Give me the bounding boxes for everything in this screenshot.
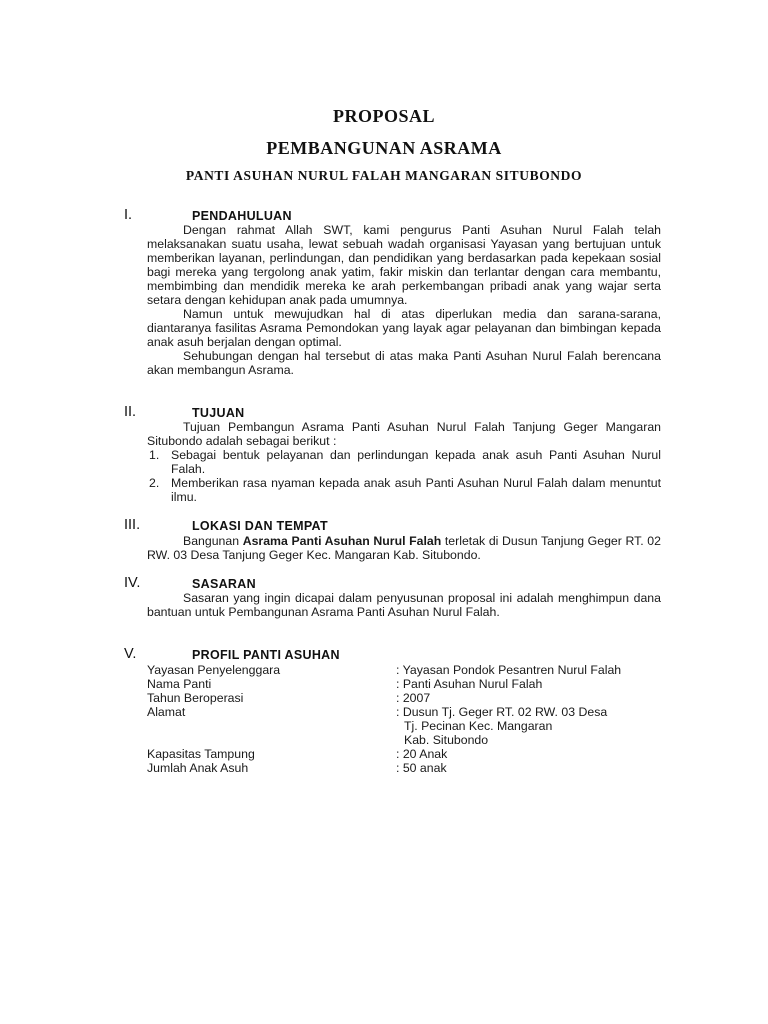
document-title: PROPOSAL	[332, 106, 435, 126]
section-4-numeral: IV.	[124, 575, 141, 591]
address-line-3: Kab. Situbondo	[404, 733, 489, 747]
section-3-body	[147, 534, 661, 562]
table-row	[147, 691, 621, 705]
list-item-number: 1.	[149, 448, 160, 462]
table-row	[147, 747, 621, 761]
table-row	[147, 761, 621, 775]
profile-table	[147, 663, 621, 775]
table-row	[147, 677, 621, 691]
location-text-suffix: terletak di Dusun Tanjung Geger RT. 02 RW. 03 Desa Tanjung Geger Kec. Mangaran Kab. Situbondo.	[147, 534, 661, 562]
section-3-numeral: III.	[124, 517, 141, 533]
profile-label: Kapasitas Tampung	[147, 747, 255, 761]
section-4-body	[147, 591, 661, 619]
location-building-name: Asrama Panti Asuhan Nurul Falah	[242, 534, 442, 548]
profile-value: : 2007	[396, 691, 431, 705]
profile-value: : Yayasan Pondok Pesantren Nurul Falah	[396, 663, 622, 677]
list-item-text: Memberikan rasa nyaman kepada anak asuh Panti Asuhan Nurul Falah dalam menuntut ilmu.	[171, 476, 661, 504]
profile-value: : 50 anak	[396, 761, 447, 775]
section-2-list	[147, 448, 661, 504]
profile-label: Nama Panti	[147, 677, 212, 691]
profile-label: Alamat	[147, 705, 186, 719]
section-3-heading: LOKASI DAN TEMPAT	[192, 519, 328, 533]
list-item	[147, 476, 661, 504]
section-4-paragraph: Sasaran yang ingin dicapai dalam penyusunan proposal ini adalah menghimpun dana bantuan untuk Pembangunan Asrama Panti Asuhan Nurul Falah.	[147, 591, 661, 619]
profile-value: : 20 Anak	[396, 747, 448, 761]
section-4-heading: SASARAN	[192, 577, 256, 591]
section-5-numeral: V.	[124, 646, 137, 662]
document-subtitle: PEMBANGUNAN ASRAMA	[266, 138, 502, 158]
table-row	[147, 705, 621, 747]
address-line-2: Tj. Pecinan Kec. Mangaran	[404, 719, 553, 733]
list-item-number: 2.	[149, 476, 160, 490]
section-5-heading: PROFIL PANTI ASUHAN	[192, 648, 340, 662]
profile-table-wrapper	[147, 663, 621, 775]
profile-address-value	[396, 705, 621, 747]
section-2-heading: TUJUAN	[192, 406, 245, 420]
address-line-1: : Dusun Tj. Geger RT. 02 RW. 03 Desa	[396, 705, 608, 719]
section-2-numeral: II.	[124, 404, 137, 420]
document-organization-title: PANTI ASUHAN NURUL FALAH MANGARAN SITUBONDO	[185, 168, 583, 183]
location-text-prefix: Bangunan	[183, 534, 243, 548]
profile-label: Jumlah Anak Asuh	[147, 761, 249, 775]
section-1-paragraph: Namun untuk mewujudkan hal di atas diperlukan media dan sarana-sarana, diantaranya fasilitas Asrama Pemondokan yang layak agar pelayanan dan bimbingan kepada anak asuh berjalan dengan optimal.	[147, 307, 661, 349]
section-3-paragraph	[147, 534, 661, 562]
section-1-body	[147, 223, 661, 377]
table-row	[147, 663, 621, 677]
section-1-numeral: I.	[124, 207, 133, 223]
list-item-text: Sebagai bentuk pelayanan dan perlindungan kepada anak asuh Panti Asuhan Nurul Falah.	[171, 448, 661, 476]
profile-label: Yayasan Penyelenggara	[147, 663, 281, 677]
list-item	[147, 448, 661, 476]
section-1-paragraph: Sehubungan dengan hal tersebut di atas maka Panti Asuhan Nurul Falah berencana akan membangun Asrama.	[147, 349, 661, 377]
section-2-body	[147, 420, 661, 504]
profile-value: : Panti Asuhan Nurul Falah	[396, 677, 543, 691]
section-2-intro: Tujuan Pembangun Asrama Panti Asuhan Nurul Falah Tanjung Geger Mangaran Situbondo adalah sebagai berikut :	[147, 420, 661, 448]
profile-label: Tahun Beroperasi	[147, 691, 244, 705]
section-1-heading: PENDAHULUAN	[192, 209, 292, 223]
section-1-paragraph: Dengan rahmat Allah SWT, kami pengurus Panti Asuhan Nurul Falah telah melaksanakan suatu usaha, lewat sebuah wadah organisasi Yayasan yang bertujuan untuk memberikan layanan, perlindungan, dan pendidikan yang berdasarkan pada kepekaan sosial bagi mereka yang tergolong anak yatim, fakir miskin dan terlantar dengan cara membantu, membimbing dan mendidik mereka ke arah perkembangan pribadi anak yang wajar serta setara dengan kehidupan anak pada umumnya.	[147, 223, 661, 307]
